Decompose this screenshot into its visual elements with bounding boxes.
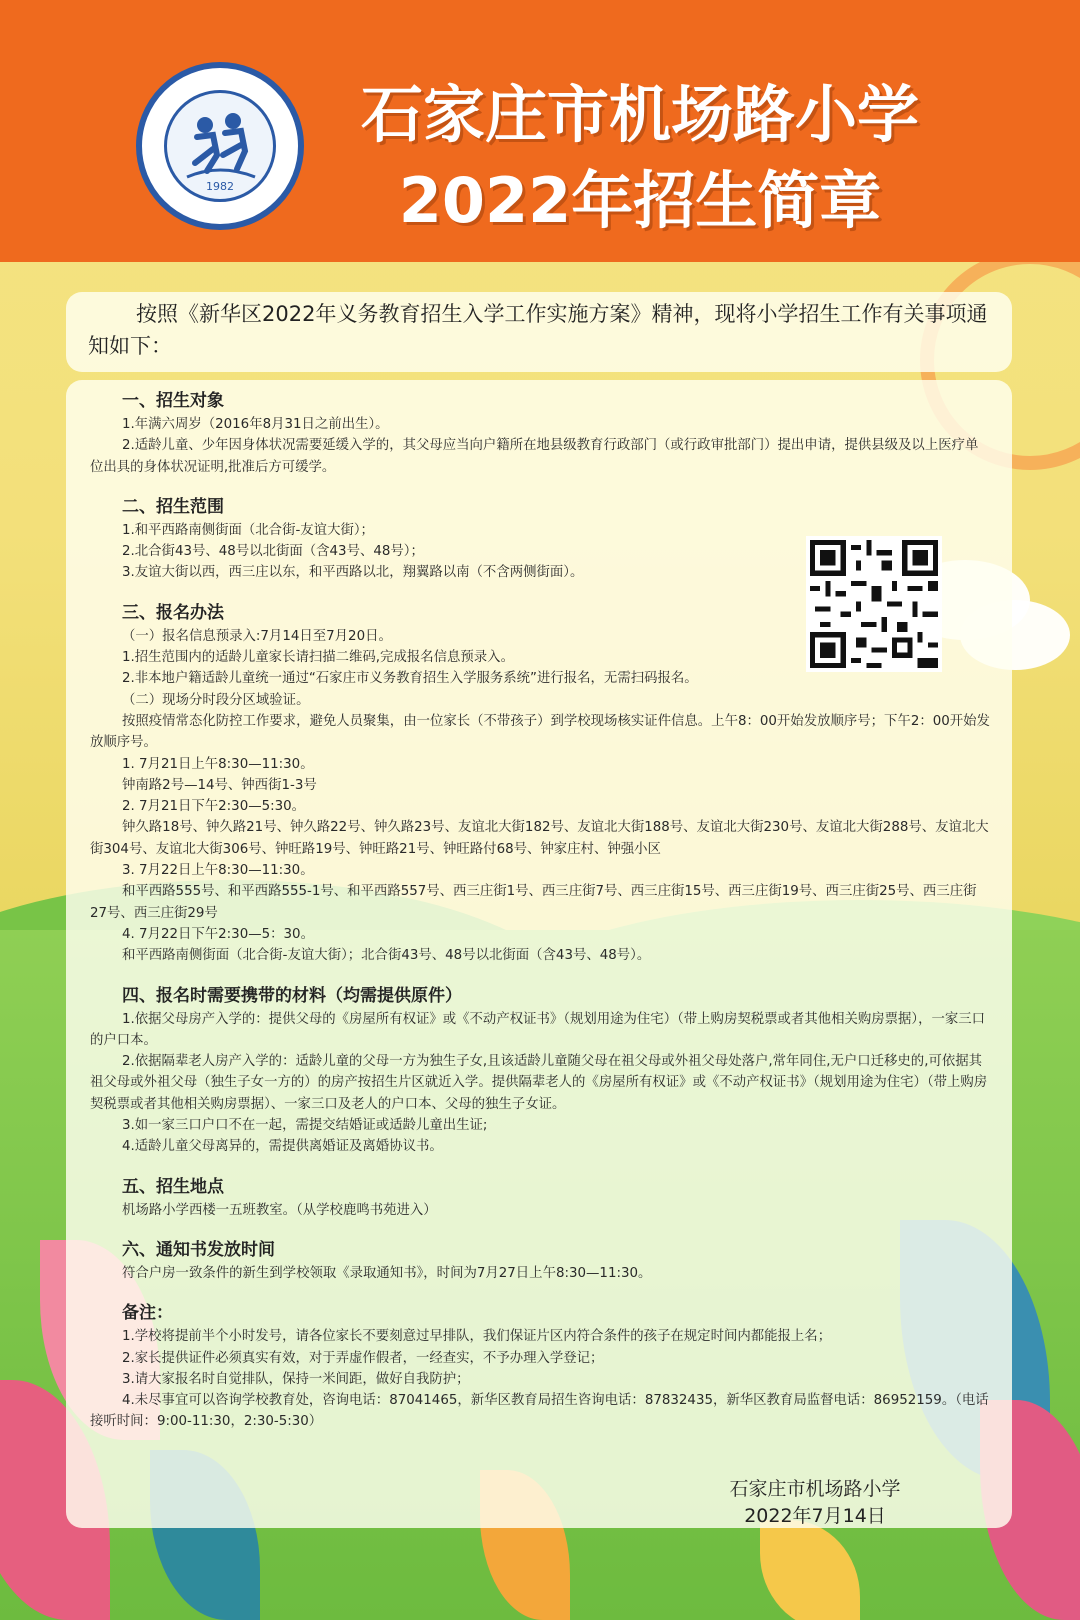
section-line: 3. 7月22日上午8:30—11:30。	[122, 863, 314, 879]
section-line: 1.依据父母房产入学的：提供父母的《房屋所有权证》或《不动产权证书》（规划用途为住宅）（带上购房契税票或者其他相关购房票据），一家三口的户口本。	[90, 1011, 986, 1048]
section-line: （一）报名信息预录入:7月14日至7月20日。	[122, 628, 392, 644]
section-line: 4.适龄儿童父母离异的，需提供离婚证及离婚协议书。	[122, 1139, 443, 1155]
school-logo-icon	[136, 62, 304, 230]
section-line: 3.友谊大街以西，西三庄以东，和平西路以北，翔翼路以南（不含两侧街面）。	[122, 565, 584, 581]
section-line: 按照疫情常态化防控工作要求，避免人员聚集，由一位家长（不带孩子）到学校现场核实证件信息。上午8：00开始发放顺序号；下午2：00开始发放顺序号。	[90, 713, 990, 751]
header-banner	[0, 0, 1080, 262]
qr-code-icon[interactable]	[806, 536, 942, 672]
intro-text: 按照《新华区2022年义务教育招生入学工作实施方案》精神，现将小学招生工作有关事项通知如下：	[88, 302, 988, 358]
section-line: 1.招生范围内的适龄儿童家长请扫描二维码,完成报名信息预录入。	[122, 650, 514, 666]
section-line: 1. 7月21日上午8:30—11:30。	[122, 756, 314, 772]
section-line: 钟南路2号—14号、钟西街1-3号	[122, 777, 317, 793]
note-line: 4.未尽事宜可以咨询学校教育处，咨询电话：87041465，新华区教育局招生咨询电话：87832435，新华区教育局监督电话：86952159。（电话接听时间：9:00-11:30，2:30-5:30）	[90, 1393, 989, 1430]
intro-panel	[66, 292, 1012, 372]
notes-title: 备注：	[122, 1303, 173, 1324]
section-line: 2.北合街43号、48号以北街面（含43号、48号）；	[122, 544, 424, 560]
section-line: 2.非本地户籍适龄儿童统一通过“石家庄市义务教育招生入学服务系统”进行报名，无需扫码报名。	[122, 671, 698, 687]
note-line: 2.家长提供证件必须真实有效，对于弄虚作假者，一经查实，不予办理入学登记；	[122, 1350, 604, 1366]
signature	[700, 1476, 930, 1530]
title-line-school: 石家庄市机场路小学	[360, 78, 919, 151]
title-line-subtitle: 2022年招生简章	[398, 164, 882, 237]
section-line: 2.适龄儿童、少年因身体状况需要延缓入学的，其父母应当向户籍所在地县级教育行政部门（或行政审批部门）提出申请，提供县级及以上医疗单位出具的身体状况证明,批准后方可缓学。	[90, 438, 979, 475]
section-line: 3.如一家三口户口不在一起，需提交结婚证或适龄儿童出生证;	[122, 1118, 488, 1134]
section-title: 五、招生地点	[122, 1176, 224, 1197]
section-line: 1.年满六周岁（2016年8月31日之前出生）。	[122, 417, 389, 432]
note-line: 3.请大家报名时自觉排队，保持一米间距，做好自我防护；	[122, 1371, 470, 1387]
section-title: 三、报名办法	[122, 602, 224, 623]
section-title: 六、通知书发放时间	[122, 1239, 275, 1260]
logo-year: 1982	[206, 180, 234, 193]
section-line: 机场路小学西楼一五班教室。（从学校鹿鸣书苑进入）	[122, 1202, 437, 1218]
section-title: 二、招生范围	[122, 496, 224, 517]
section-title: 一、招生对象	[122, 391, 224, 411]
page-title	[300, 72, 980, 244]
section-line: （二）现场分时段分区域验证。	[122, 692, 310, 708]
section-line: 钟久路18号、钟久路21号、钟久路22号、钟久路23号、友谊北大街182号、友谊北大街188号、友谊北大街230号、友谊北大街288号、友谊北大街304号、友谊北大街306号、钟旺路19号、钟旺路21号、钟旺路付68号、钟家庄村、钟强小区	[90, 820, 989, 857]
section-line: 4. 7月22日下午2:30—5：30。	[122, 926, 314, 942]
section-line: 2. 7月21日下午2:30—5:30。	[122, 799, 306, 815]
note-line: 1.学校将提前半个小时发号，请各位家长不要刻意过早排队，我们保证片区内符合条件的孩子在规定时间内都能报上名；	[122, 1329, 832, 1345]
signature-date: 2022年7月14日	[744, 1505, 886, 1527]
signature-name: 石家庄市机场路小学	[729, 1478, 901, 1500]
section-line: 1.和平西路南侧街面（北合街-友谊大街）；	[122, 522, 374, 538]
qr-code-graphic	[810, 540, 938, 668]
section-line: 符合户房一致条件的新生到学校领取《录取通知书》，时间为7月27日上午8:30—11:30。	[122, 1265, 652, 1281]
section-title: 四、报名时需要携带的材料（均需提供原件）	[122, 985, 462, 1006]
section-line: 2.依据隔辈老人房产入学的：适龄儿童的父母一方为独生子女,且该适龄儿童随父母在祖父母或外祖父母处落户,常年同住,无户口迁移史的,可依据其祖父母或外祖父母（独生子女一方的）的房产按招生片区就近入学。提供隔辈老人的《房屋所有权证》或《不动产权证书》（规划用途为住宅）（带上购房契税票或者其他相关购房票据）、一家三口及老人的户口本、父母的独生子女证。	[90, 1054, 988, 1112]
section-line: 和平西路南侧街面（北合街-友谊大街）；北合街43号、48号以北街面（含43号、48号）。	[122, 948, 651, 964]
section-line: 和平西路555号、和平西路555-1号、和平西路557号、西三庄街1号、西三庄街7号、西三庄街15号、西三庄街19号、西三庄街25号、西三庄街27号、西三庄街29号	[90, 884, 977, 921]
